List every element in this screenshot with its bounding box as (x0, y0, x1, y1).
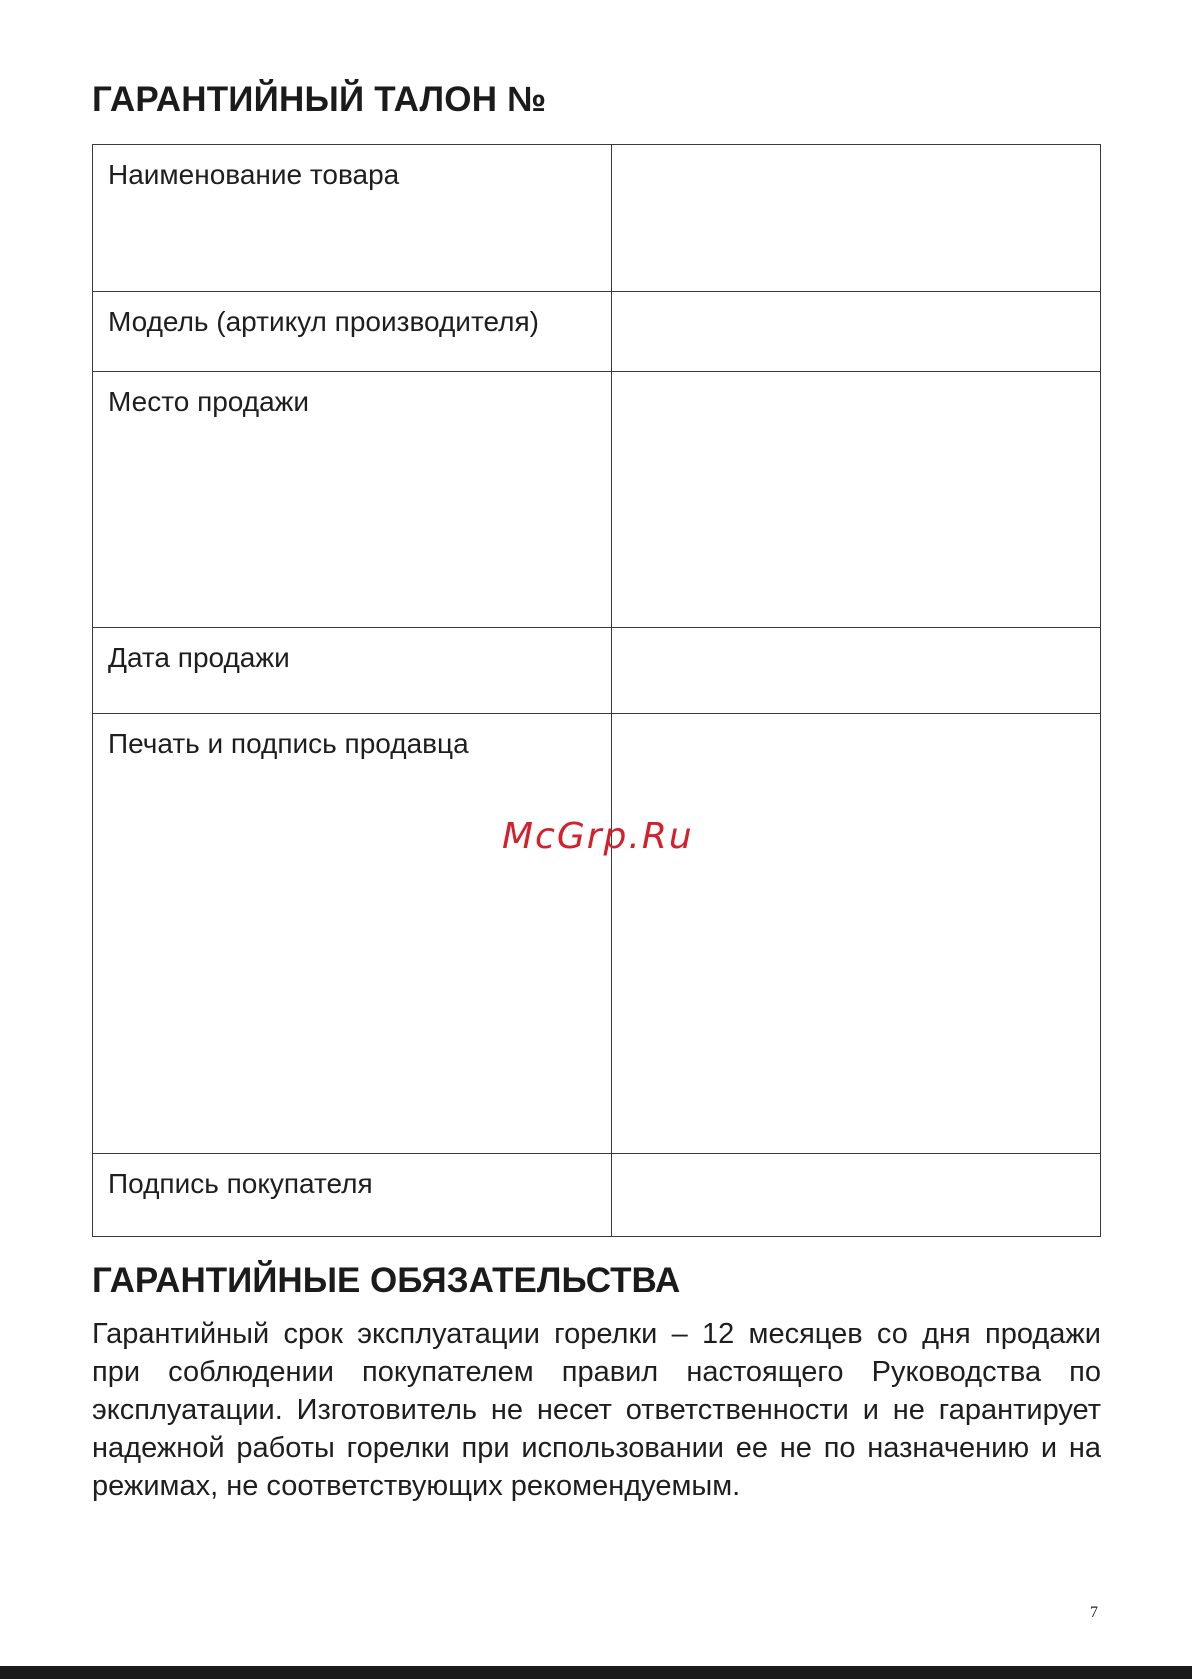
buyer-signature-label: Подпись покупателя (93, 1154, 612, 1237)
product-name-field[interactable] (612, 145, 1101, 292)
date-of-sale-field[interactable] (612, 628, 1101, 714)
product-name-label: Наименование товара (93, 145, 612, 292)
table-row (93, 292, 1101, 372)
page-title: ГАРАНТИЙНЫЙ ТАЛОН № (92, 80, 547, 119)
bottom-border (0, 1666, 1192, 1679)
seller-stamp-signature-field[interactable] (612, 714, 1101, 1154)
warranty-card-table (92, 144, 1101, 1237)
watermark-text: McGrp.Ru (502, 816, 694, 857)
model-field[interactable] (612, 292, 1101, 372)
table-row (93, 145, 1101, 292)
place-of-sale-label: Место продажи (93, 372, 612, 628)
page-number: 7 (1090, 1604, 1098, 1621)
table-row (93, 1154, 1101, 1237)
obligations-text: Гарантийный срок эксплуатации горелки – 12 месяцев со дня продажи при соблюдении покупателем правил настоящего Руководства по эксплуатации. Изготовитель не несет ответственности и не гарантирует надежной работы горелки при использовании ее не по назначению и на режимах, не соответствующих рекомендуемым. (92, 1318, 1101, 1502)
obligations-title: ГАРАНТИЙНЫЕ ОБЯЗАТЕЛЬСТВА (92, 1261, 681, 1300)
buyer-signature-field[interactable] (612, 1154, 1101, 1237)
place-of-sale-field[interactable] (612, 372, 1101, 628)
date-of-sale-label: Дата продажи (93, 628, 612, 714)
model-label: Модель (артикул производителя) (93, 292, 612, 372)
table-row (93, 714, 1101, 1154)
table-row (93, 372, 1101, 628)
seller-stamp-signature-label: Печать и подпись продавца (93, 714, 612, 1154)
table-row (93, 628, 1101, 714)
